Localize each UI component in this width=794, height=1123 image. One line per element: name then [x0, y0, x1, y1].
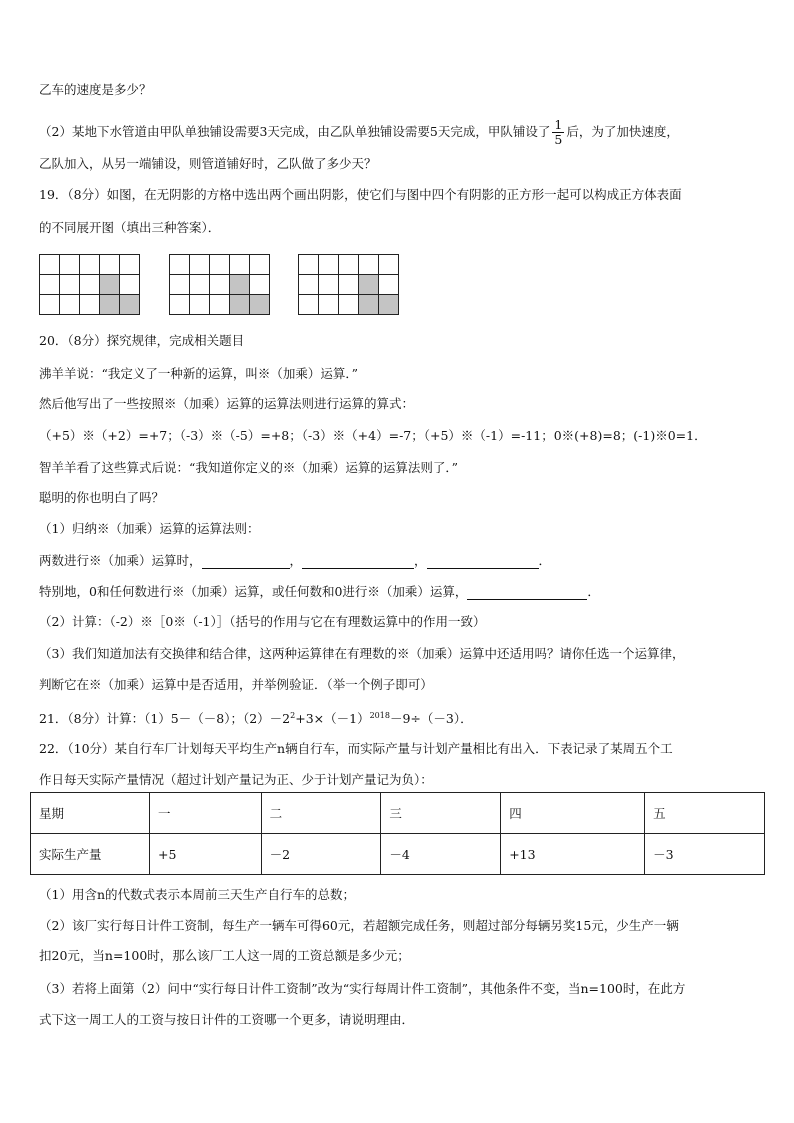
- grid-cell-shaded: [230, 295, 250, 315]
- grid-cell[interactable]: [40, 295, 60, 315]
- question-20-part2: （2）计算：（-2）※［0※（-1）］（括号的作用与它在有理数运算中的作用一致）: [39, 614, 486, 629]
- fraction-one-fifth: $\frac{1}{5}$: [554, 117, 563, 147]
- grid-cell[interactable]: [359, 255, 379, 275]
- cube-net-grid-2[interactable]: [169, 254, 270, 315]
- grid-cell[interactable]: [170, 295, 190, 315]
- question-20-title: 20．（8分）探究规律，完成相关题目: [39, 333, 245, 348]
- table-cell: 二: [261, 793, 381, 834]
- question-21: 21．（8分）计算：（1）5－（－8）；$(2)-2^2+3\times(-1)^{2018}-9\div(-3)$．: [39, 711, 473, 727]
- answer-blank-1[interactable]: [202, 556, 290, 569]
- grid-cell[interactable]: [190, 255, 210, 275]
- grid-cell[interactable]: [80, 275, 100, 295]
- table-cell: 四: [501, 793, 645, 834]
- question-19-line2: 的不同展开图（填出三种答案）．: [39, 220, 221, 235]
- question-22-line1: 22．（10分）某自行车厂计划每天平均生产n辆自行车，而实际产量与计划产量相比有出入．下表记录了某周五个工: [39, 741, 673, 756]
- problem-text-line: 乙车的速度是多少？: [39, 82, 152, 97]
- question-20-text: 聪明的你也明白了吗？: [39, 490, 165, 505]
- table-cell: －2: [261, 834, 381, 875]
- grid-cell[interactable]: [80, 295, 100, 315]
- cube-net-grid-1[interactable]: [39, 254, 140, 315]
- grid-cell-shaded: [100, 275, 120, 295]
- table-cell: +5: [150, 834, 262, 875]
- grid-cell[interactable]: [319, 255, 339, 275]
- question-20-text: 智羊羊看了这些算式后说：“我知道你定义的※（加乘）运算的运算法则了．”: [39, 460, 459, 475]
- grid-cell[interactable]: [60, 275, 80, 295]
- question-22-part1: （1）用含n的代数式表示本周前三天生产自行车的总数；: [39, 887, 356, 902]
- question-20-blanks-line: 两数进行※（加乘）运算时， ， ， ．: [39, 553, 552, 568]
- grid-cell[interactable]: [60, 295, 80, 315]
- question-20-special-line: 特别地，0和任何数进行※（加乘）运算，或任何数和0进行※（加乘）运算， ．: [39, 584, 600, 599]
- question-22-part3-line2: 式下这一周工人的工资与按日计件的工资哪一个更多，请说明理由．: [39, 1012, 415, 1027]
- question-22-line2: 作日每天实际产量情况（超过计划产量记为正、少于计划产量记为负）：: [39, 772, 433, 787]
- question-22-part2-line2: 扣20元，当n=100时，那么该厂工人这一周的工资总额是多少元；: [39, 948, 410, 963]
- text: （2）某地下水管道由甲队单独铺设需要3天完成，由乙队单独铺设需要5天完成，甲队铺设了: [39, 124, 551, 139]
- grid-cell[interactable]: [299, 275, 319, 295]
- grid-cell[interactable]: [190, 275, 210, 295]
- grid-cell[interactable]: [210, 275, 230, 295]
- text: 后，为了加快速度，: [566, 124, 679, 139]
- grid-cell[interactable]: [299, 295, 319, 315]
- question-20-text: 然后他写出了一些按照※（加乘）运算的运算法则进行运算的算式：: [39, 396, 415, 411]
- table-cell: 实际生产量: [31, 834, 150, 875]
- table-cell: +13: [501, 834, 645, 875]
- grid-cell[interactable]: [40, 275, 60, 295]
- question-20-examples: （+5）※（+2）=+7；（-3）※（-5）=+8；（-3）※（+4）=-7；（+5）※（-1）=-11；0※(+8)=8；(-1)※0=1．: [39, 428, 707, 443]
- grid-cell[interactable]: [230, 255, 250, 275]
- problem-text-line: 乙队加入，从另一端铺设，则管道铺好时，乙队做了多少天？: [39, 156, 377, 171]
- grid-cell[interactable]: [319, 275, 339, 295]
- answer-blank-3[interactable]: [427, 556, 539, 569]
- answer-blank-4[interactable]: [467, 587, 587, 600]
- cube-net-grid-3[interactable]: [298, 254, 399, 315]
- question-20-text: 沸羊羊说：“我定义了一种新的运算，叫※（加乘）运算．”: [39, 366, 359, 381]
- question-19-line1: 19．（8分）如图，在无阴影的方格中选出两个画出阴影，使它们与图中四个有阴影的正方形一起可以构成正方体表面: [39, 187, 682, 202]
- table-row-production: [31, 834, 765, 875]
- grid-cell[interactable]: [80, 255, 100, 275]
- grid-cell-shaded: [359, 295, 379, 315]
- table-cell: 三: [381, 793, 501, 834]
- table-cell: 星期: [31, 793, 150, 834]
- grid-cell[interactable]: [170, 275, 190, 295]
- problem-18-part2-line: [39, 118, 679, 147]
- grid-cell[interactable]: [60, 255, 80, 275]
- grid-cell[interactable]: [379, 275, 399, 295]
- table-row-header: [31, 793, 765, 834]
- grid-cell-shaded: [250, 295, 270, 315]
- answer-blank-2[interactable]: [302, 556, 414, 569]
- grid-cell[interactable]: [299, 255, 319, 275]
- grid-cell[interactable]: [170, 255, 190, 275]
- question-22-part3-line1: （3）若将上面第（2）问中“实行每日计件工资制”改为“实行每周计件工资制”，其他条件不变，当n=100时，在此方: [39, 981, 686, 996]
- grid-cell[interactable]: [250, 255, 270, 275]
- question-20-part3-line2: 判断它在※（加乘）运算中是否适用，并举例验证．（举一个例子即可）: [39, 677, 433, 692]
- question-20-part1: （1）归纳※（加乘）运算的运算法则：: [39, 521, 260, 536]
- question-22-part2-line1: （2）该厂实行每日计件工资制，每生产一辆车可得60元，若超额完成任务，则超过部分每辆另奖15元，少生产一辆: [39, 918, 679, 933]
- table-cell: －4: [381, 834, 501, 875]
- grid-cell[interactable]: [339, 275, 359, 295]
- grid-cell-shaded: [230, 275, 250, 295]
- grid-cell[interactable]: [210, 295, 230, 315]
- grid-cell[interactable]: [210, 255, 230, 275]
- production-table: [30, 792, 765, 875]
- grid-cell[interactable]: [120, 275, 140, 295]
- table-cell: 五: [645, 793, 765, 834]
- grid-cell[interactable]: [120, 255, 140, 275]
- grid-cell[interactable]: [319, 295, 339, 315]
- grid-cell-shaded: [120, 295, 140, 315]
- grid-cell[interactable]: [250, 275, 270, 295]
- grid-cell[interactable]: [100, 255, 120, 275]
- grid-cell-shaded: [359, 275, 379, 295]
- question-20-part3-line1: （3）我们知道加法有交换律和结合律，这两种运算律在有理数的※（加乘）运算中还适用吗？请你任选一个运算律，: [39, 646, 685, 661]
- grid-cell[interactable]: [339, 255, 359, 275]
- grid-cell-shaded: [379, 295, 399, 315]
- grid-cell[interactable]: [190, 295, 210, 315]
- table-cell: 一: [150, 793, 262, 834]
- grid-cell[interactable]: [379, 255, 399, 275]
- table-cell: －3: [645, 834, 765, 875]
- grid-cell[interactable]: [40, 255, 60, 275]
- grid-cell-shaded: [100, 295, 120, 315]
- grid-cell[interactable]: [339, 295, 359, 315]
